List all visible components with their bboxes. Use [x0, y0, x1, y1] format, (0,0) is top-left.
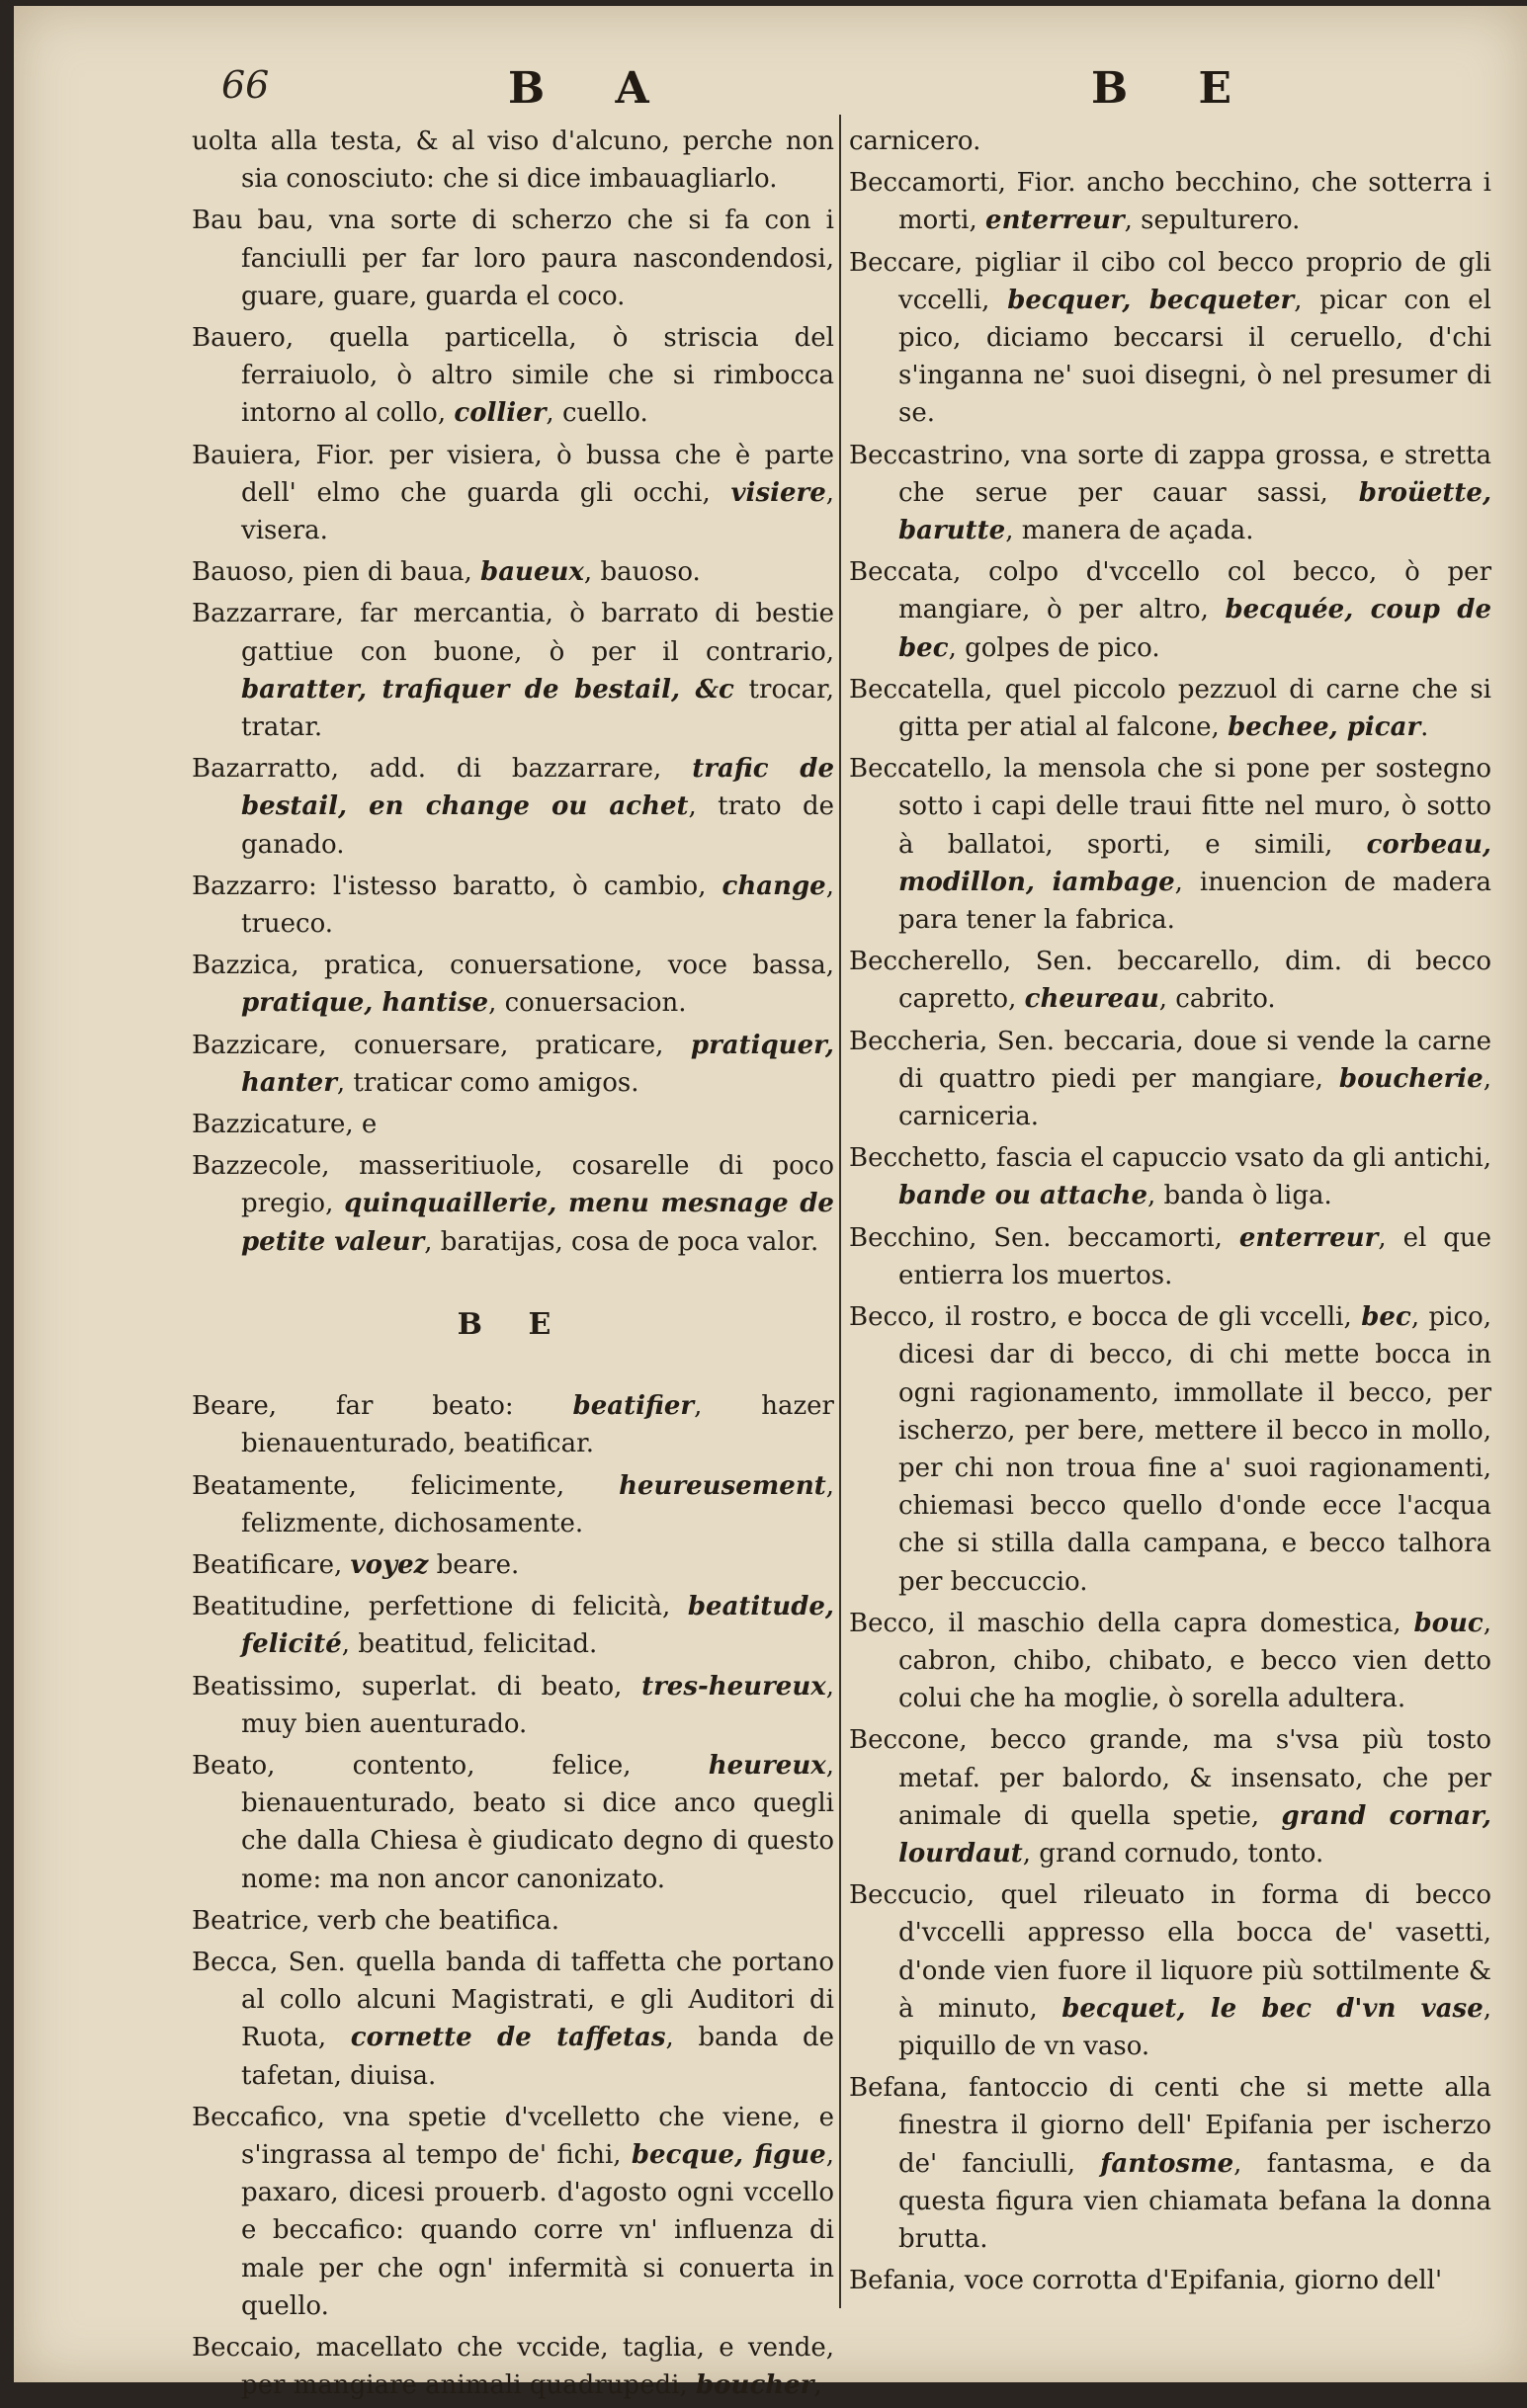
french-gloss: visiere — [730, 477, 826, 508]
french-gloss: becquet, le bec d'vn vase — [1061, 1993, 1484, 2024]
entry-text: Bazzicare, conuersare, praticare, — [192, 1030, 691, 1060]
entry-text: Becca, Sen. quella banda di taffetta che portano al collo alcuni Magistrati, e gli Auditori di Ruota, — [192, 1947, 834, 2053]
entry-text: Beccatello, la mensola che si pone per sostegno sotto i capi delle traui fitte nel muro, ò sotto à ballatoi, sporti, e simili, — [849, 754, 1491, 860]
left-entries-after — [192, 1387, 834, 2404]
french-gloss: bouc — [1413, 1608, 1484, 1638]
french-gloss: becquer, becqueter — [1007, 285, 1295, 315]
dictionary-entry — [849, 244, 1491, 433]
french-gloss: fantosme — [1100, 2148, 1234, 2179]
entry-text: beare. — [428, 1549, 520, 1580]
running-head-right: B E — [1091, 63, 1260, 114]
column-divider — [839, 115, 841, 2308]
entry-text: , cabrito. — [1158, 984, 1276, 1015]
dictionary-entry — [192, 553, 834, 591]
dictionary-entry — [192, 1902, 834, 1940]
french-gloss: bande ou attache — [898, 1181, 1147, 1211]
entry-text: , golpes de pico. — [948, 632, 1160, 663]
french-gloss: cornette de taffetas — [350, 2023, 666, 2053]
entry-text: , picar con el pico, diciamo beccarsi il ceruello, d'chi s'inganna ne' suoi disegni, ò nel presumer di se. — [898, 285, 1491, 429]
french-gloss: voyez — [350, 1549, 429, 1580]
entry-text: , inuencion de madera para tener la fabrica. — [898, 867, 1491, 936]
entry-text: Bauoso, pien di baua, — [192, 557, 481, 588]
entry-text: Becchetto, fascia el capuccio vsato da gli antichi, — [849, 1143, 1491, 1174]
entry-text: Beatificare, — [192, 1549, 351, 1580]
entry-text: , el que entierra los muertos. — [898, 1222, 1491, 1290]
right-column — [849, 123, 1491, 2303]
dictionary-entry — [192, 1147, 834, 1261]
entry-text: Bazzecole, masseritiuole, cosarelle di poco pregio, — [192, 1151, 834, 1219]
entry-text: Beccare, pigliar il cibo col becco proprio de gli vccelli, — [849, 247, 1491, 315]
entry-text: Beatissimo, superlat. di beato, — [192, 1671, 642, 1702]
entry-text: , trueco. — [241, 871, 834, 940]
entry-text: Becco, il maschio della capra domestica, — [849, 1608, 1414, 1638]
dictionary-entry — [192, 947, 834, 1022]
dictionary-entry — [192, 319, 834, 433]
entry-text: Befania, voce corrotta d'Epifania, giorno dell' — [849, 2266, 1443, 2296]
french-gloss: trafic de bestail, en change ou achet — [241, 754, 835, 822]
entry-text: , muy bien auenturado. — [241, 1671, 834, 1739]
french-gloss: change — [721, 871, 826, 901]
french-gloss: boucher — [696, 2370, 814, 2401]
french-gloss: pratiquer, hanter — [241, 1030, 834, 1098]
section-heading: B E — [457, 1306, 569, 1342]
entry-text: carnicero. — [849, 126, 981, 156]
entry-text: Bau bau, vna sorte di scherzo che si fa con i fanciulli per far loro paura nascondendosi, guare, guare, guarda el coco. — [192, 206, 834, 311]
entry-text: Beccherello, Sen. beccarello, dim. di becco capretto, — [849, 947, 1491, 1015]
dictionary-page — [14, 6, 1527, 2401]
entry-text: Beccone, becco grande, ma s'vsa più tosto metaf. per balordo, & insensato, che per animale di quella spetie, — [849, 1725, 1491, 1831]
dictionary-entry — [192, 1588, 834, 1663]
french-gloss: becquée, coup de bec — [898, 595, 1491, 663]
dictionary-entry — [192, 123, 834, 198]
entry-text: Beatrice, verb che beatifica. — [192, 1905, 559, 1936]
entry-text: , sepulturero. — [1124, 206, 1301, 236]
entry-text: , bienauenturado, beato si dice anco quegli che dalla Chiesa è giudicato degno di questo nome: ma non ancor canonizato. — [241, 1750, 834, 1894]
entry-text: , hazer bienauenturado, beatificar. — [241, 1391, 834, 1459]
entry-text: Becchino, Sen. beccamorti, — [849, 1222, 1239, 1253]
entry-text: Beccata, colpo d'vccello col becco, ò per mangiare, ò per altro, — [849, 557, 1491, 625]
dictionary-entry — [849, 123, 1491, 160]
entry-text: Beccafico, vna spetie d'vcelletto che viene, e s'ingrassa al tempo de' fichi, — [192, 2102, 834, 2170]
french-gloss: grand cornar, lourdaut — [898, 1800, 1491, 1868]
right-entries — [849, 123, 1491, 2299]
entry-text: , beatitud, felicitad. — [341, 1629, 598, 1660]
dictionary-entry — [849, 1298, 1491, 1601]
entry-text: Beccheria, Sen. beccaria, doue si vende la carne di quattro piedi per mangiare, — [849, 1026, 1491, 1094]
entry-text: , piquillo de vn vaso. — [898, 1993, 1491, 2061]
dictionary-entry — [192, 2099, 834, 2325]
entry-text: , felizmente, dichosamente. — [241, 1470, 834, 1538]
dictionary-entry — [192, 1668, 834, 1743]
dictionary-entry — [849, 1139, 1491, 1214]
dictionary-entry — [849, 437, 1491, 550]
page-header — [14, 63, 1527, 123]
dictionary-entry — [849, 943, 1491, 1018]
french-gloss: heureusement — [619, 1470, 826, 1501]
dictionary-entry — [849, 750, 1491, 939]
entry-text: uolta alla testa, & al viso d'alcuno, perche non sia conosciuto: che si dice imbauagliarlo. — [192, 126, 834, 195]
french-gloss: tres-heureux — [641, 1671, 826, 1702]
entry-text: Beccatella, quel piccolo pezzuol di carne che si gitta per atial al falcone, — [849, 674, 1491, 743]
dictionary-entry — [849, 2262, 1491, 2299]
entry-text: , manera de açada. — [1005, 516, 1254, 546]
entry-text: , cabron, chibo, chibato, e becco vien detto colui che ha moglie, ò sorella adultera. — [898, 1608, 1491, 1714]
left-entries-before — [192, 123, 834, 1261]
page-number: 66 — [221, 63, 270, 107]
entry-text: , trato de ganado. — [241, 791, 834, 860]
dictionary-entry — [849, 1721, 1491, 1872]
entry-text: , cuello. — [546, 398, 648, 429]
entry-text: , grand cornudo, tonto. — [1022, 1838, 1324, 1868]
dictionary-entry — [192, 1467, 834, 1542]
running-head-left: B A — [508, 63, 677, 114]
dictionary-entry — [849, 553, 1491, 667]
dictionary-entry — [849, 164, 1491, 239]
entry-text: Bazzica, pratica, conuersatione, voce bassa, — [192, 951, 834, 981]
entry-text: , fantasma, e da questa figura vien chiamata befana la donna brutta. — [898, 2148, 1491, 2254]
entry-text: Beatitudine, perfettione di felicità, — [192, 1592, 688, 1622]
dictionary-entry — [849, 1605, 1491, 1718]
left-column — [192, 123, 834, 2408]
entry-text: . — [1420, 712, 1429, 743]
entry-text: Beccucio, quel rileuato in forma di becco d'vccelli appresso ella bocca de' vasetti, d'onde vien fuore il liquore più sottilmente & à minuto, — [849, 1880, 1491, 2024]
dictionary-entry — [849, 671, 1491, 746]
french-gloss: baratter, trafiquer de bestail, &c — [241, 674, 734, 705]
french-gloss: corbeau, modillon, iambage — [898, 829, 1491, 897]
entry-text: Bazarratto, add. di bazzarrare, — [192, 754, 693, 785]
dictionary-entry — [192, 868, 834, 943]
dictionary-entry — [192, 2329, 834, 2404]
french-gloss: beatifier — [572, 1391, 695, 1422]
entry-text: Bauero, quella particella, ò striscia del ferraiuolo, ò altro simile che si rimbocca intorno al collo, — [192, 323, 834, 429]
french-gloss: cheureau — [1024, 984, 1159, 1015]
dictionary-entry — [192, 1546, 834, 1584]
dictionary-entry — [849, 1023, 1491, 1136]
entry-text: , — [813, 2370, 822, 2401]
french-gloss: beatitude, felicité — [241, 1592, 834, 1660]
entry-text: Beatamente, felicimente, — [192, 1470, 620, 1501]
entry-text: , banda de tafetan, diuisa. — [241, 2023, 835, 2091]
entry-text: Beato, contento, felice, — [192, 1750, 709, 1781]
dictionary-entry — [192, 1027, 834, 1102]
entry-text: Bazzicature, e — [192, 1110, 378, 1140]
entry-text: , pico, dicesi dar di becco, di chi mette bocca in ogni ragionamento, immollate il becco, per ischerzo, per bere, mettere il becco in mollo, per chi non troua fine a' suoi ragionamenti, chiemasi becco quello d'onde ecce l'acqua che si stilla dalla campana, e becco talhora per beccuccio. — [898, 1302, 1491, 1597]
french-gloss: pratique, hantise — [241, 988, 489, 1019]
entry-text: , baratijas, cosa de poca valor. — [424, 1226, 819, 1257]
dictionary-entry — [192, 437, 834, 550]
entry-text: , bauoso. — [583, 557, 701, 588]
dictionary-entry — [849, 1876, 1491, 2065]
french-gloss: heureux — [708, 1750, 826, 1781]
dictionary-entry — [192, 1387, 834, 1462]
entry-text: , visera. — [241, 477, 834, 546]
entry-text: Befana, fantoccio di centi che si mette alla finestra il giorno dell' Epifania per ischerzo de' fanciulli, — [849, 2073, 1491, 2179]
french-gloss: bechee, picar — [1228, 712, 1421, 743]
french-gloss: enterreur — [985, 206, 1125, 236]
dictionary-entry — [192, 750, 834, 864]
entry-text: , carniceria. — [898, 1063, 1491, 1132]
entry-text: Beare, far beato: — [192, 1391, 573, 1422]
dictionary-entry — [192, 1747, 834, 1898]
entry-text: Bazzarrare, far mercantia, ò barrato di bestie gattiue con buone, ò per il contrario, — [192, 599, 834, 667]
entry-text: trocar, tratar. — [241, 674, 834, 743]
dictionary-entry — [192, 1106, 834, 1143]
french-gloss: collier — [454, 398, 547, 429]
entry-text: Bauiera, Fior. per visiera, ò bussa che è parte dell' elmo che guarda gli occhi, — [192, 440, 834, 508]
entry-text: , paxaro, dicesi prouerb. d'agosto ogni vccello e beccafico: quando corre vn' influenza di male per che ogn' infermità si conuerta in quello. — [241, 2139, 834, 2321]
dictionary-entry — [192, 1944, 834, 2095]
entry-text: , banda ò liga. — [1147, 1181, 1332, 1211]
dictionary-entry — [192, 595, 834, 746]
dictionary-entry — [849, 1219, 1491, 1294]
entry-text: , traticar como amigos. — [336, 1067, 639, 1098]
french-gloss: becque, figue — [631, 2139, 826, 2170]
french-gloss: enterreur — [1238, 1222, 1379, 1253]
entry-text: Beccaio, macellato che vccide, taglia, e vende, per mangiare animali quadrupedi, — [192, 2332, 834, 2401]
dictionary-entry — [849, 2069, 1491, 2258]
entry-text: Beccamorti, Fior. ancho becchino, che sotterra i morti, — [849, 168, 1491, 236]
french-gloss: broüette, barutte — [898, 477, 1491, 546]
entry-text: Becco, il rostro, e bocca de gli vccelli, — [849, 1302, 1362, 1333]
entry-text: , conuersacion. — [488, 988, 687, 1019]
french-gloss: boucherie — [1338, 1063, 1484, 1094]
entry-text: Beccastrino, vna sorte di zappa grossa, e stretta che serue per cauar sassi, — [849, 440, 1491, 508]
french-gloss: bec — [1361, 1302, 1411, 1333]
dictionary-entry — [192, 202, 834, 315]
french-gloss: baueux — [480, 557, 584, 588]
entry-text: Bazzarro: l'istesso baratto, ò cambio, — [192, 871, 722, 901]
french-gloss: quinquaillerie, menu mesnage de petite valeur — [241, 1189, 834, 1257]
